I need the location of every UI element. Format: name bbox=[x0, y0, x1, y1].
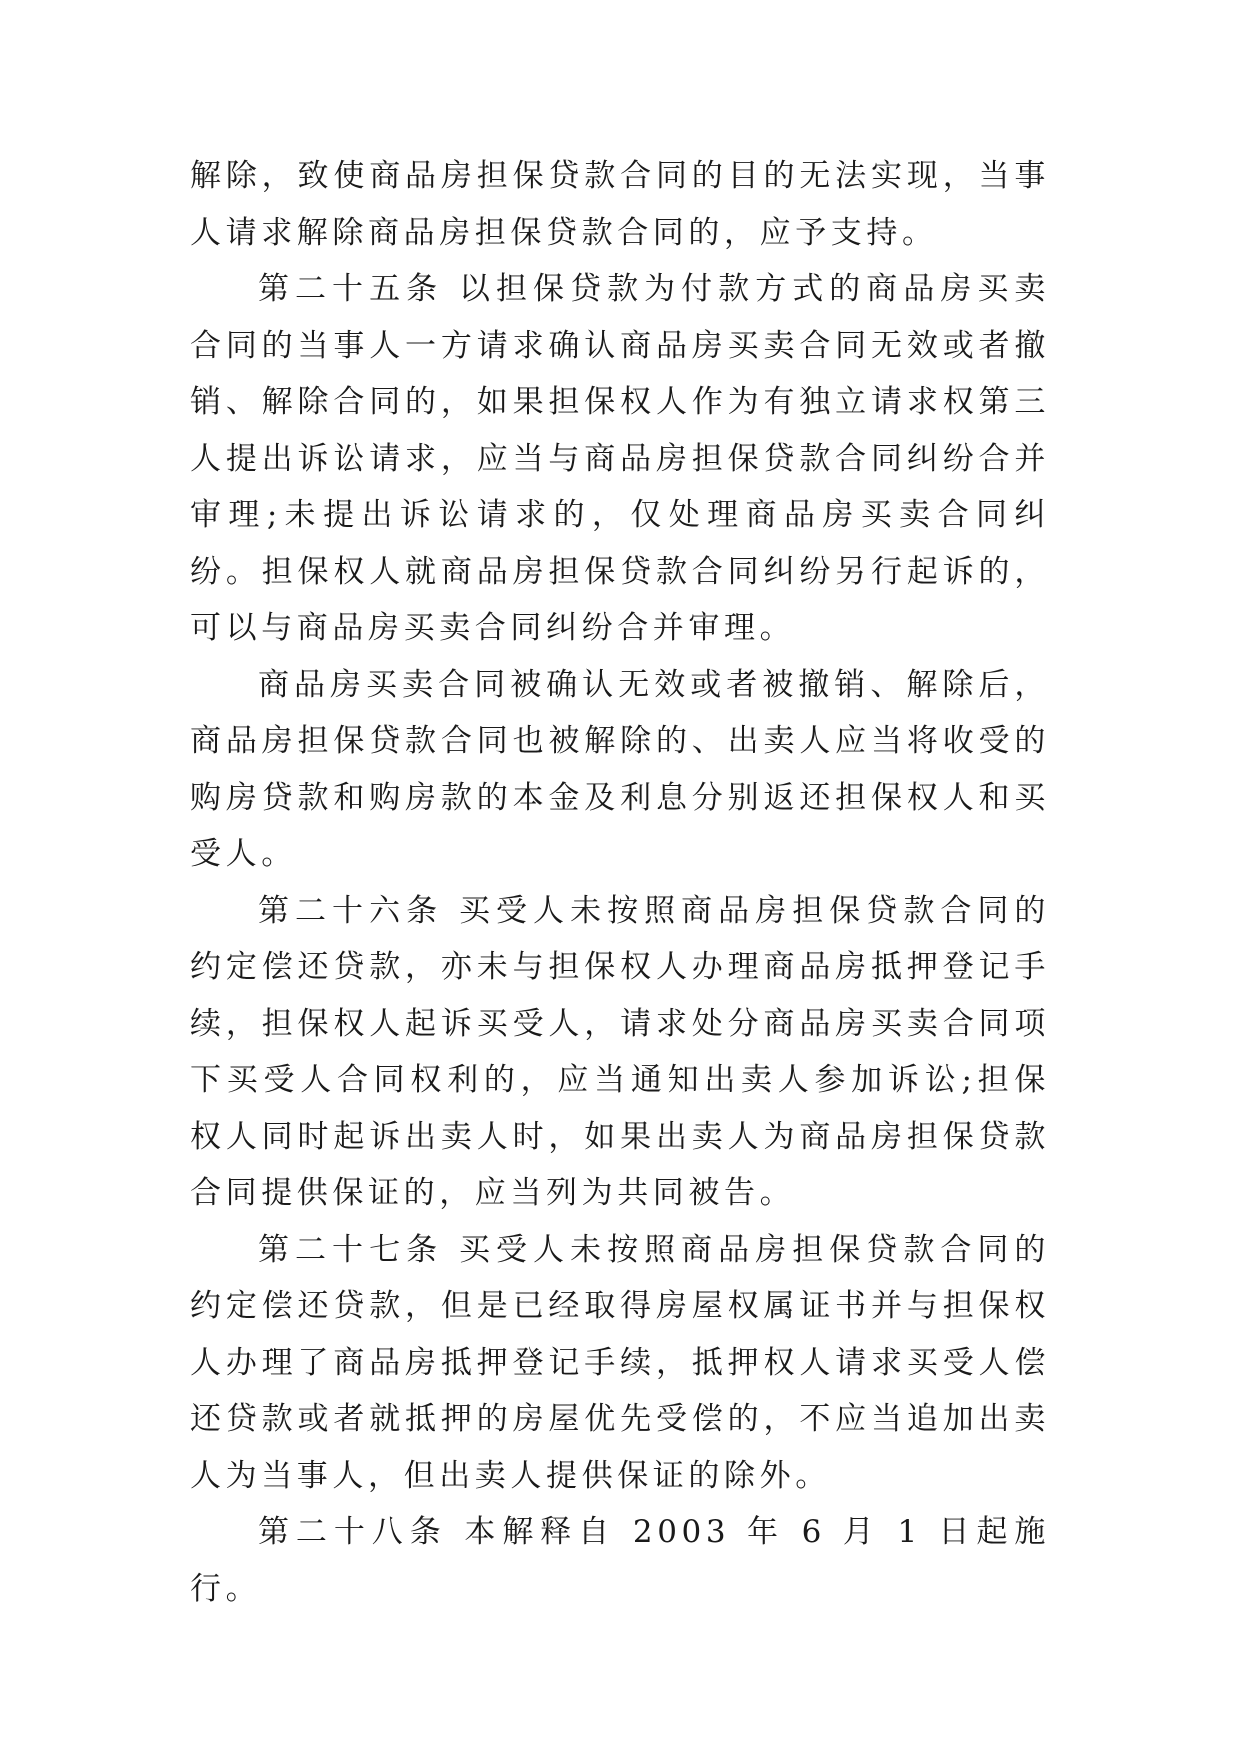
paragraph-article-25: 第二十五条 以担保贷款为付款方式的商品房买卖合同的当事人一方请求确认商品房买卖合同无效或者撤销、解除合同的，如果担保权人作为有独立请求权第三人提出诉讼请求，应当与商品房担保贷款合同纠纷合并审理;未提出诉讼请求的，仅处理商品房买卖合同纠纷。担保权人就商品房担保贷款合同纠纷另行起诉的，可以与商品房买卖合同纠纷合并审理。 bbox=[190, 271, 1050, 646]
paragraph-article-28: 第二十八条 本解释自 2003 年 6 月 1 日起施行。 bbox=[190, 1514, 1050, 1607]
paragraph-article-25-supplement: 商品房买卖合同被确认无效或者被撤销、解除后，商品房担保贷款合同也被解除的、出卖人应当将收受的购房贷款和购房款的本金及利息分别返还担保权人和买受人。 bbox=[190, 666, 1050, 872]
document-page bbox=[190, 148, 1050, 1617]
paragraph-article-27: 第二十七条 买受人未按照商品房担保贷款合同的约定偿还贷款，但是已经取得房屋权属证书并与担保权人办理了商品房抵押登记手续，抵押权人请求买受人偿还贷款或者就抵押的房屋优先受偿的，不应当追加出卖人为当事人，但出卖人提供保证的除外。 bbox=[190, 1231, 1050, 1494]
paragraph-article-26: 第二十六条 买受人未按照商品房担保贷款合同的约定偿还贷款，亦未与担保权人办理商品房抵押登记手续，担保权人起诉买受人，请求处分商品房买卖合同项下买受人合同权利的，应当通知出卖人参加诉讼;担保权人同时起诉出卖人时，如果出卖人为商品房担保贷款合同提供保证的，应当列为共同被告。 bbox=[190, 892, 1050, 1211]
paragraph-continued-clause: 解除，致使商品房担保贷款合同的目的无法实现，当事人请求解除商品房担保贷款合同的，应予支持。 bbox=[190, 158, 1050, 251]
